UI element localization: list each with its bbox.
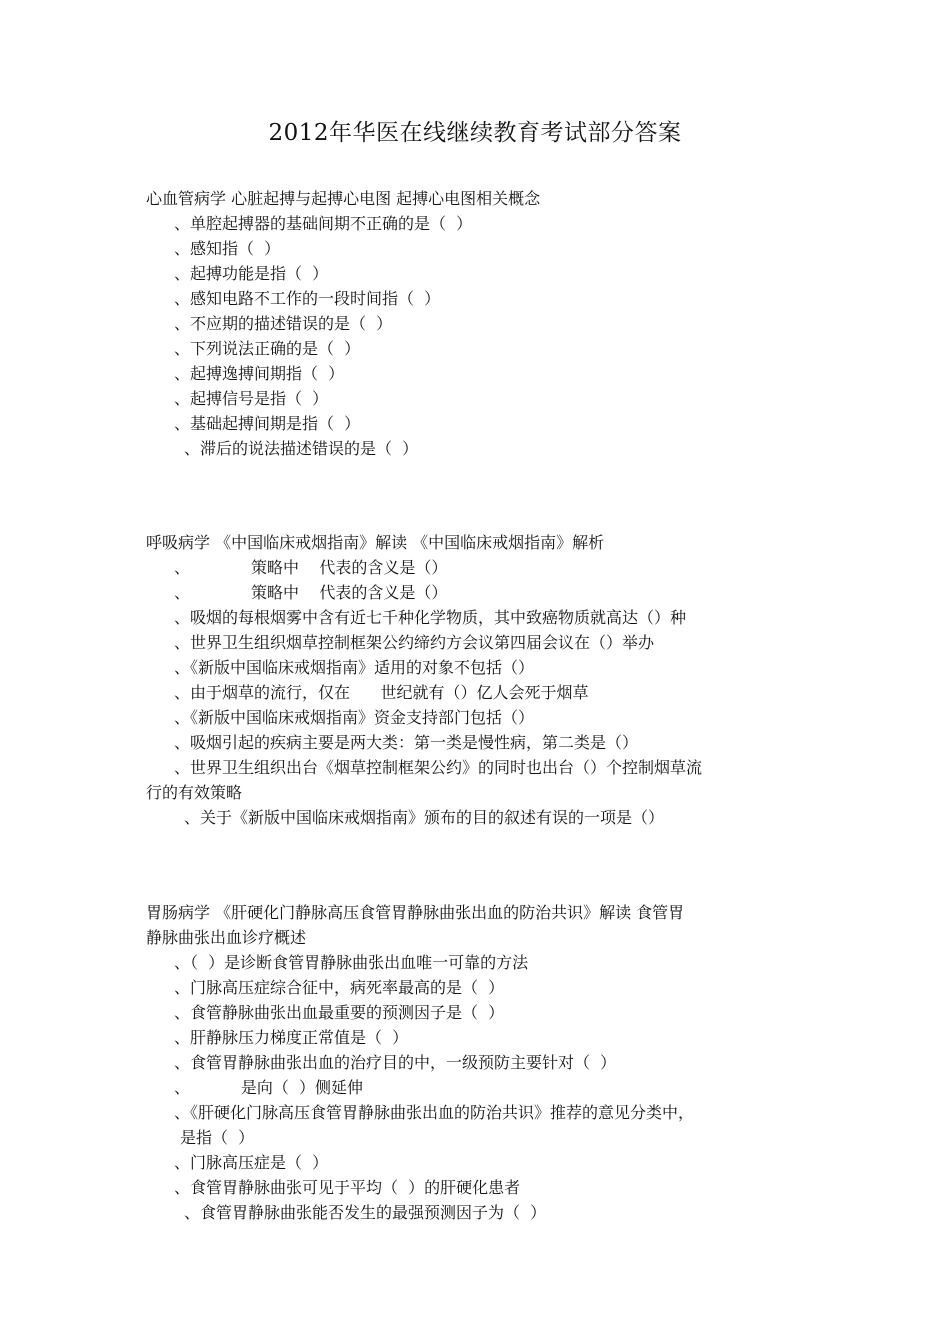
- list-item: 、世界卫生组织烟草控制框架公约缔约方会议第四届会议在（）举办: [174, 633, 655, 652]
- list-item: 、基础起搏间期是指（ ）: [174, 414, 361, 433]
- list-item: 、门脉高压症综合征中，病死率最高的是（ ）: [174, 978, 505, 997]
- question-list: [146, 555, 810, 830]
- list-item: 、感知电路不工作的一段时间指（ ）: [174, 289, 441, 308]
- list-item-continuation: 行的有效策略: [146, 783, 243, 802]
- section-cardiology: [146, 186, 810, 461]
- list-item: 、肝静脉压力梯度正常值是（ ）: [174, 1028, 409, 1047]
- list-item: 、由于烟草的流行，仅在 世纪就有（）亿人会死于烟草: [174, 683, 589, 702]
- list-item: 、关于《新版中国临床戒烟指南》颁布的目的叙述有误的一项是（）: [184, 808, 665, 827]
- list-item: 、吸烟引起的疾病主要是两大类：第一类是慢性病，第二类是（）: [174, 733, 639, 752]
- list-item: 、食管胃静脉曲张出血的治疗目的中，一级预防主要针对（ ）: [174, 1053, 617, 1072]
- list-item: 、吸烟的每根烟雾中含有近七千种化学物质，其中致癌物质就高达（）种: [174, 608, 687, 627]
- section-respiratory: [146, 530, 810, 830]
- list-item: 、食管静脉曲张出血最重要的预测因子是（ ）: [174, 1003, 505, 1022]
- list-item: 、感知指（ ）: [174, 239, 281, 258]
- list-item: 、 策略中 代表的含义是（）: [174, 558, 448, 577]
- section-heading-line1: 胃肠病学 《肝硬化门静脉高压食管胃静脉曲张出血的防治共识》解读 食管胃: [146, 903, 685, 922]
- section-heading-line2: 静脉曲张出血诊疗概述: [146, 928, 307, 947]
- list-item: 、 是向（ ）侧延伸: [174, 1078, 364, 1097]
- list-item: 、《新版中国临床戒烟指南》资金支持部门包括（）: [174, 708, 535, 727]
- list-item: 、单腔起搏器的基础间期不正确的是（ ）: [174, 214, 473, 233]
- list-item: 、 策略中 代表的含义是（）: [174, 583, 448, 602]
- page-title: 2012年华医在线继续教育考试部分答案: [268, 120, 682, 146]
- list-item: 、世界卫生组织出台《烟草控制框架公约》的同时也出台（）个控制烟草流: [174, 758, 703, 777]
- list-item: 、《新版中国临床戒烟指南》适用的对象不包括（）: [174, 658, 535, 677]
- list-item: 、起搏功能是指（ ）: [174, 264, 329, 283]
- list-item: 、滞后的说法描述错误的是（ ）: [184, 439, 419, 458]
- list-item: 、食管胃静脉曲张可见于平均（ ）的肝硬化患者: [174, 1178, 521, 1197]
- question-list: [146, 211, 810, 461]
- list-item: 、起搏信号是指（ ）: [174, 389, 329, 408]
- section-heading: 呼吸病学 《中国临床戒烟指南》解读 《中国临床戒烟指南》解析: [146, 533, 605, 552]
- list-item: 、门脉高压症是（ ）: [174, 1153, 329, 1172]
- list-item: 、下列说法正确的是（ ）: [174, 339, 361, 358]
- list-item: 、（ ）是诊断食管胃静脉曲张出血唯一可靠的方法: [174, 953, 529, 972]
- list-item: 、起搏逸搏间期指（ ）: [174, 364, 345, 383]
- list-item-continuation: 是指（ ）: [180, 1128, 255, 1147]
- section-gastroenterology: [146, 900, 810, 1225]
- question-list: [146, 950, 810, 1225]
- list-item: 、不应期的描述错误的是（ ）: [174, 314, 393, 333]
- list-item: 、食管胃静脉曲张能否发生的最强预测因子为（ ）: [184, 1203, 547, 1222]
- section-heading: 心血管病学 心脏起搏与起搏心电图 起搏心电图相关概念: [146, 189, 541, 208]
- list-item: 、《肝硬化门脉高压食管胃静脉曲张出血的防治共识》推荐的意见分类中，: [174, 1103, 695, 1122]
